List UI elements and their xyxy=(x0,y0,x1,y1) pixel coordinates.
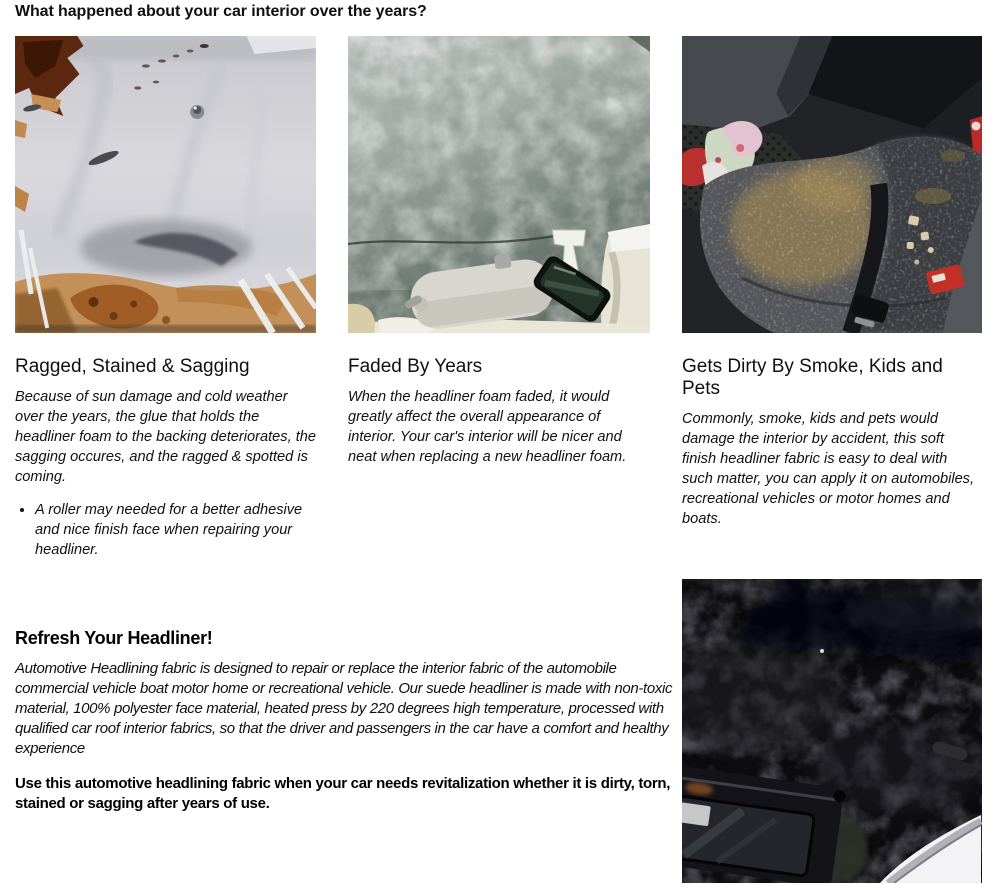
feature-column-dirty xyxy=(682,36,982,529)
column-bullet-item: • A roller may needed for a better adhesive and nice finish face when repairing your headliner. xyxy=(35,500,316,560)
column-heading: Faded By Years xyxy=(348,356,483,377)
column-bullet-list xyxy=(15,500,316,560)
refresh-body: Automotive Headlining fabric is designed to repair or replace the interior fabric of the automobile commercial vehicle boat motor home or recreational vehicle. Our suede headliner is made with non-toxic material, 100% polyester face material, heated press by 220 degrees high temperature, processed with qualified car roof interior fabrics, so that the driver and passengers in the car have a comfort and healthy experience xyxy=(15,660,673,757)
refresh-emphasis: Use this automotive headlining fabric when your car needs revitalization whether it is dirty, torn, stained or sagging after years of use. xyxy=(15,775,671,812)
ragged-headliner-photo xyxy=(15,36,316,333)
faded-headliner-photo xyxy=(348,36,650,333)
black-suede-headliner-photo xyxy=(682,579,982,883)
column-heading: Ragged, Stained & Sagging xyxy=(15,356,250,377)
feature-column-ragged xyxy=(15,36,316,560)
dirty-seat-photo xyxy=(682,36,982,333)
column-body: When the headliner foam faded, it would greatly affect the overall appearance of interior. Your car's interior will be nicer and neat when replacing a new headliner foam. xyxy=(348,389,627,465)
refresh-heading: Refresh Your Headliner! xyxy=(15,628,213,648)
feature-column-faded xyxy=(348,36,650,467)
column-heading: Gets Dirty By Smoke, Kids and Pets xyxy=(682,356,943,399)
page-title: What happened about your car interior over the years? xyxy=(15,3,427,20)
column-body: Because of sun damage and cold weather over the years, the glue that holds the headliner foam to the backing deteriorates, the sagging occures, and the ragged & spotted is coming. xyxy=(15,389,316,485)
refresh-section xyxy=(15,628,687,814)
column-body: Commonly, smoke, kids and pets would damage the interior by accident, this soft finish headliner fabric is easy to deal with such matter, you can apply it on automobiles, recreational vehicles or motor homes and boats. xyxy=(682,411,975,527)
